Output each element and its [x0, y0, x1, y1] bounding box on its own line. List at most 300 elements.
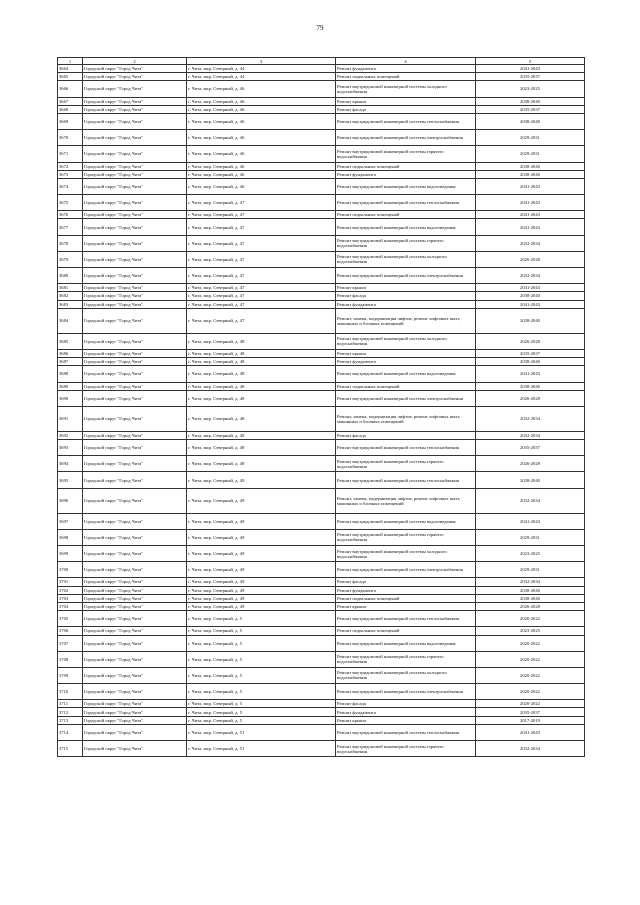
period-cell: 2041-2043: [476, 178, 585, 194]
row-number-cell: 3696: [58, 488, 83, 513]
address-cell: г. Чита, мкр. Северный, д. 49: [187, 546, 336, 562]
table-row: [58, 611, 585, 627]
municipality-cell: Городской округ "Город Чита": [83, 651, 187, 667]
work-type-cell: Ремонт фундамента: [336, 586, 476, 594]
row-number-cell: 3702: [58, 586, 83, 594]
period-cell: 2035-2037: [476, 105, 585, 113]
period-cell: 2038-2040: [476, 113, 585, 129]
row-number-cell: 3664: [58, 65, 83, 73]
period-cell: 2038-2040: [476, 308, 585, 333]
municipality-cell: Городской округ "Город Чита": [83, 488, 187, 513]
column-header: 5: [476, 58, 585, 65]
period-cell: 2038-2040: [476, 358, 585, 366]
municipality-cell: Городской округ "Город Чита": [83, 667, 187, 683]
address-cell: г. Чита, мкр. Северный, д. 49: [187, 488, 336, 513]
period-cell: 2041-2043: [476, 211, 585, 219]
row-number-cell: 3704: [58, 602, 83, 610]
municipality-cell: Городской округ "Город Чита": [83, 73, 187, 81]
table-row: [58, 472, 585, 488]
table-row: [58, 440, 585, 456]
work-type-cell: Ремонт внутридомовой инженерной системы водоотведения: [336, 513, 476, 529]
period-cell: 2026-2028: [476, 456, 585, 472]
address-cell: г. Чита, мкр. Северный, д. 49: [187, 562, 336, 578]
address-cell: г. Чита, мкр. Северный, д. 49: [187, 586, 336, 594]
municipality-cell: Городской округ "Город Чита": [83, 251, 187, 267]
row-number-cell: 3708: [58, 651, 83, 667]
row-number-cell: 3674: [58, 178, 83, 194]
address-cell: г. Чита, мкр. Северный, д. 46: [187, 81, 336, 97]
table-row: [58, 81, 585, 97]
municipality-cell: Городской округ "Город Чита": [83, 333, 187, 349]
period-cell: 2017-2019: [476, 716, 585, 724]
municipality-cell: Городской округ "Город Чита": [83, 635, 187, 651]
table-row: [58, 529, 585, 545]
work-type-cell: Ремонт, замена, модернизация лифтов, ремонт лифтовых шахт, машинных и блочных помещений: [336, 406, 476, 431]
table-row: [58, 708, 585, 716]
work-type-cell: Ремонт внутридомовой инженерной системы теплоснабжения: [336, 472, 476, 488]
work-type-cell: Ремонт внутридомовой инженерной системы холодного водоснабжения: [336, 251, 476, 267]
row-number-cell: 3700: [58, 562, 83, 578]
row-number-cell: 3709: [58, 667, 83, 683]
address-cell: г. Чита, мкр. Северный, д. 46: [187, 178, 336, 194]
address-cell: г. Чита, мкр. Северный, д. 5: [187, 667, 336, 683]
row-number-cell: 3683: [58, 300, 83, 308]
work-type-cell: Ремонт внутридомовой инженерной системы горячего водоснабжения: [336, 741, 476, 757]
table-row: [58, 178, 585, 194]
row-number-cell: 3668: [58, 105, 83, 113]
row-number-cell: 3666: [58, 81, 83, 97]
period-cell: 2035-2037: [476, 708, 585, 716]
period-cell: 2032-2034: [476, 235, 585, 251]
row-number-cell: 3677: [58, 219, 83, 235]
work-type-cell: Ремонт внутридомовой инженерной системы водоотведения: [336, 366, 476, 382]
table-row: [58, 105, 585, 113]
row-number-cell: 3697: [58, 513, 83, 529]
work-type-cell: Ремонт внутридомовой инженерной системы электроснабжения: [336, 562, 476, 578]
row-number-cell: 3671: [58, 146, 83, 162]
column-header: 4: [336, 58, 476, 65]
work-type-cell: Ремонт крыши: [336, 284, 476, 292]
address-cell: г. Чита, мкр. Северный, д. 48: [187, 382, 336, 390]
table-row: [58, 73, 585, 81]
table-row: [58, 162, 585, 170]
row-number-cell: 3680: [58, 268, 83, 284]
work-type-cell: Ремонт внутридомовой инженерной системы горячего водоснабжения: [336, 456, 476, 472]
period-cell: 2029-2031: [476, 562, 585, 578]
work-type-cell: Ремонт фасада: [336, 105, 476, 113]
table-row: [58, 594, 585, 602]
work-type-cell: Ремонт, замена, модернизация лифтов, ремонт лифтовых шахт, машинных и блочных помещений: [336, 308, 476, 333]
table-row: [58, 97, 585, 105]
municipality-cell: Городской округ "Город Чита": [83, 170, 187, 178]
address-cell: г. Чита, мкр. Северный, д. 48: [187, 390, 336, 406]
municipality-cell: Городской округ "Город Чита": [83, 105, 187, 113]
address-cell: г. Чита, мкр. Северный, д. 49: [187, 594, 336, 602]
municipality-cell: Городской округ "Город Чита": [83, 456, 187, 472]
address-cell: г. Чита, мкр. Северный, д. 47: [187, 268, 336, 284]
row-number-cell: 3701: [58, 578, 83, 586]
municipality-cell: Городской округ "Город Чита": [83, 627, 187, 635]
table-row: [58, 308, 585, 333]
row-number-cell: 3684: [58, 308, 83, 333]
row-number-cell: 3714: [58, 724, 83, 740]
municipality-cell: Городской округ "Город Чита": [83, 97, 187, 105]
table-row: [58, 146, 585, 162]
municipality-cell: Городской округ "Город Чита": [83, 578, 187, 586]
row-number-cell: 3686: [58, 349, 83, 357]
table-row: [58, 113, 585, 129]
municipality-cell: Городской округ "Город Чита": [83, 611, 187, 627]
table-row: [58, 195, 585, 211]
work-type-cell: Ремонт внутридомовой инженерной системы электроснабжения: [336, 130, 476, 146]
address-cell: г. Чита, мкр. Северный, д. 46: [187, 170, 336, 178]
work-type-cell: Ремонт подвальных помещений: [336, 627, 476, 635]
work-type-cell: Ремонт внутридомовой инженерной системы теплоснабжения: [336, 724, 476, 740]
period-cell: 2038-2040: [476, 97, 585, 105]
period-cell: 2032-2034: [476, 741, 585, 757]
work-type-cell: Ремонт внутридомовой инженерной системы холодного водоснабжения: [336, 667, 476, 683]
period-cell: 2041-2043: [476, 513, 585, 529]
row-number-cell: 3698: [58, 529, 83, 545]
work-type-cell: Ремонт внутридомовой инженерной системы водоотведения: [336, 635, 476, 651]
address-cell: г. Чита, мкр. Северный, д. 5: [187, 708, 336, 716]
work-type-cell: Ремонт фундамента: [336, 65, 476, 73]
table-row: [58, 724, 585, 740]
municipality-cell: Городской округ "Город Чита": [83, 546, 187, 562]
work-type-cell: Ремонт подвальных помещений: [336, 162, 476, 170]
address-cell: г. Чита, мкр. Северный, д. 47: [187, 235, 336, 251]
period-cell: 2035-2037: [476, 73, 585, 81]
address-cell: г. Чита, мкр. Северный, д. 48: [187, 358, 336, 366]
address-cell: г. Чита, мкр. Северный, д. 46: [187, 162, 336, 170]
column-header: 1: [58, 58, 83, 65]
municipality-cell: Городской округ "Город Чита": [83, 529, 187, 545]
municipality-cell: Городской округ "Город Чита": [83, 162, 187, 170]
row-number-cell: 3695: [58, 472, 83, 488]
address-cell: г. Чита, мкр. Северный, д. 44: [187, 65, 336, 73]
period-cell: 2032-2034: [476, 431, 585, 439]
work-type-cell: Ремонт внутридомовой инженерной системы теплоснабжения: [336, 440, 476, 456]
municipality-cell: Городской округ "Город Чита": [83, 146, 187, 162]
address-cell: г. Чита, мкр. Северный, д. 48: [187, 440, 336, 456]
row-number-cell: 3711: [58, 700, 83, 708]
municipality-cell: Городской округ "Город Чита": [83, 130, 187, 146]
municipality-cell: Городской округ "Город Чита": [83, 708, 187, 716]
table-row: [58, 546, 585, 562]
table-row: [58, 349, 585, 357]
work-type-cell: Ремонт фасада: [336, 431, 476, 439]
work-type-cell: Ремонт подвальных помещений: [336, 382, 476, 390]
municipality-cell: Городской округ "Город Чита": [83, 431, 187, 439]
period-cell: 2038-2040: [476, 472, 585, 488]
period-cell: 2038-2040: [476, 382, 585, 390]
table-row: [58, 390, 585, 406]
work-type-cell: Ремонт фундамента: [336, 358, 476, 366]
table-row: [58, 667, 585, 683]
address-cell: г. Чита, мкр. Северный, д. 5: [187, 684, 336, 700]
period-cell: 2020-2022: [476, 651, 585, 667]
work-type-cell: Ремонт внутридомовой инженерной системы горячего водоснабжения: [336, 235, 476, 251]
period-cell: 2020-2022: [476, 700, 585, 708]
work-type-cell: Ремонт фасада: [336, 292, 476, 300]
municipality-cell: Городской округ "Город Чита": [83, 349, 187, 357]
address-cell: г. Чита, мкр. Северный, д. 47: [187, 300, 336, 308]
work-type-cell: Ремонт внутридомовой инженерной системы горячего водоснабжения: [336, 651, 476, 667]
table-row: [58, 130, 585, 146]
row-number-cell: 3669: [58, 113, 83, 129]
work-type-cell: Ремонт внутридомовой инженерной системы горячего водоснабжения: [336, 146, 476, 162]
municipality-cell: Городской округ "Город Чита": [83, 235, 187, 251]
municipality-cell: Городской округ "Город Чита": [83, 113, 187, 129]
work-type-cell: Ремонт внутридомовой инженерной системы теплоснабжения: [336, 611, 476, 627]
period-cell: 2020-2022: [476, 611, 585, 627]
period-cell: 2041-2043: [476, 195, 585, 211]
table-row: [58, 235, 585, 251]
address-cell: г. Чита, мкр. Северный, д. 5: [187, 635, 336, 651]
municipality-cell: Городской округ "Город Чита": [83, 440, 187, 456]
municipality-cell: Городской округ "Город Чита": [83, 81, 187, 97]
period-cell: 2035-2037: [476, 349, 585, 357]
table-row: [58, 741, 585, 757]
row-number-cell: 3707: [58, 635, 83, 651]
address-cell: г. Чита, мкр. Северный, д. 49: [187, 529, 336, 545]
municipality-cell: Городской округ "Город Чита": [83, 178, 187, 194]
row-number-cell: 3703: [58, 594, 83, 602]
period-cell: 2029-2031: [476, 146, 585, 162]
table-row: [58, 219, 585, 235]
table-row: [58, 284, 585, 292]
municipality-cell: Городской округ "Город Чита": [83, 472, 187, 488]
municipality-cell: Городской округ "Город Чита": [83, 195, 187, 211]
municipality-cell: Городской округ "Город Чита": [83, 602, 187, 610]
row-number-cell: 3712: [58, 708, 83, 716]
work-type-cell: Ремонт внутридомовой инженерной системы водоотведения: [336, 219, 476, 235]
address-cell: г. Чита, мкр. Северный, д. 46: [187, 146, 336, 162]
municipality-cell: Городской округ "Город Чита": [83, 724, 187, 740]
row-number-cell: 3715: [58, 741, 83, 757]
work-type-cell: Ремонт внутридомовой инженерной системы теплоснабжения: [336, 113, 476, 129]
row-number-cell: 3670: [58, 130, 83, 146]
row-number-cell: 3688: [58, 366, 83, 382]
address-cell: г. Чита, мкр. Северный, д. 48: [187, 366, 336, 382]
municipality-cell: Городской округ "Город Чита": [83, 700, 187, 708]
period-cell: 2023-2025: [476, 546, 585, 562]
row-number-cell: 3713: [58, 716, 83, 724]
period-cell: 2023-2025: [476, 627, 585, 635]
period-cell: 2026-2028: [476, 251, 585, 267]
table-row: [58, 251, 585, 267]
row-number-cell: 3672: [58, 162, 83, 170]
municipality-cell: Городской округ "Город Чита": [83, 382, 187, 390]
table-row: [58, 358, 585, 366]
table-row: [58, 602, 585, 610]
work-type-cell: Ремонт внутридомовой инженерной системы горячего водоснабжения: [336, 529, 476, 545]
table-row: [58, 716, 585, 724]
period-cell: 2032-2034: [476, 578, 585, 586]
work-type-cell: Ремонт подвальных помещений: [336, 594, 476, 602]
table-row: [58, 684, 585, 700]
municipality-cell: Городской округ "Город Чита": [83, 406, 187, 431]
period-cell: 2020-2022: [476, 635, 585, 651]
period-cell: 2023-2025: [476, 81, 585, 97]
table-row: [58, 578, 585, 586]
address-cell: г. Чита, мкр. Северный, д. 51: [187, 724, 336, 740]
table-row: [58, 268, 585, 284]
municipality-cell: Городской округ "Город Чита": [83, 716, 187, 724]
address-cell: г. Чита, мкр. Северный, д. 49: [187, 513, 336, 529]
row-number-cell: 3692: [58, 431, 83, 439]
address-cell: г. Чита, мкр. Северный, д. 51: [187, 741, 336, 757]
municipality-cell: Городской округ "Город Чита": [83, 292, 187, 300]
address-cell: г. Чита, мкр. Северный, д. 48: [187, 349, 336, 357]
period-cell: 2041-2043: [476, 219, 585, 235]
period-cell: 2038-2040: [476, 162, 585, 170]
table-row: [58, 586, 585, 594]
table-row: [58, 431, 585, 439]
period-cell: 2038-2040: [476, 594, 585, 602]
table-row: [58, 170, 585, 178]
period-cell: 2041-2043: [476, 65, 585, 73]
period-cell: 2020-2022: [476, 684, 585, 700]
work-type-cell: Ремонт внутридомовой инженерной системы электроснабжения: [336, 268, 476, 284]
work-type-cell: Ремонт крыши: [336, 716, 476, 724]
column-header: 3: [187, 58, 336, 65]
period-cell: 2041-2043: [476, 284, 585, 292]
work-type-cell: Ремонт внутридомовой инженерной системы холодного водоснабжения: [336, 81, 476, 97]
address-cell: г. Чита, мкр. Северный, д. 5: [187, 700, 336, 708]
table-header-row: [58, 58, 585, 65]
address-cell: г. Чита, мкр. Северный, д. 46: [187, 130, 336, 146]
address-cell: г. Чита, мкр. Северный, д. 46: [187, 113, 336, 129]
register-table-body: [58, 58, 585, 757]
municipality-cell: Городской округ "Город Чита": [83, 562, 187, 578]
municipality-cell: Городской округ "Город Чита": [83, 513, 187, 529]
municipality-cell: Городской округ "Город Чита": [83, 219, 187, 235]
page-number: 79: [316, 24, 324, 32]
table-row: [58, 292, 585, 300]
municipality-cell: Городской округ "Город Чита": [83, 390, 187, 406]
municipality-cell: Городской округ "Город Чита": [83, 284, 187, 292]
row-number-cell: 3678: [58, 235, 83, 251]
municipality-cell: Городской округ "Город Чита": [83, 594, 187, 602]
period-cell: 2035-2037: [476, 440, 585, 456]
row-number-cell: 3682: [58, 292, 83, 300]
row-number-cell: 3691: [58, 406, 83, 431]
address-cell: г. Чита, мкр. Северный, д. 48: [187, 431, 336, 439]
work-type-cell: Ремонт внутридомовой инженерной системы электроснабжения: [336, 684, 476, 700]
row-number-cell: 3690: [58, 390, 83, 406]
period-cell: 2032-2034: [476, 268, 585, 284]
period-cell: 2020-2022: [476, 667, 585, 683]
period-cell: 2038-2040: [476, 170, 585, 178]
municipality-cell: Городской округ "Город Чита": [83, 65, 187, 73]
address-cell: г. Чита, мкр. Северный, д. 47: [187, 308, 336, 333]
work-type-cell: Ремонт фасада: [336, 700, 476, 708]
address-cell: г. Чита, мкр. Северный, д. 5: [187, 627, 336, 635]
row-number-cell: 3689: [58, 382, 83, 390]
table-row: [58, 627, 585, 635]
work-type-cell: Ремонт фундамента: [336, 170, 476, 178]
row-number-cell: 3665: [58, 73, 83, 81]
period-cell: 2026-2028: [476, 390, 585, 406]
municipality-cell: Городской округ "Город Чита": [83, 684, 187, 700]
address-cell: г. Чита, мкр. Северный, д. 48: [187, 406, 336, 431]
municipality-cell: Городской округ "Город Чита": [83, 741, 187, 757]
address-cell: г. Чита, мкр. Северный, д. 5: [187, 716, 336, 724]
row-number-cell: 3705: [58, 611, 83, 627]
work-type-cell: Ремонт подвальных помещений: [336, 73, 476, 81]
row-number-cell: 3676: [58, 211, 83, 219]
work-type-cell: Ремонт внутридомовой инженерной системы холодного водоснабжения: [336, 333, 476, 349]
table-row: [58, 382, 585, 390]
table-row: [58, 513, 585, 529]
period-cell: 2038-2040: [476, 586, 585, 594]
row-number-cell: 3679: [58, 251, 83, 267]
municipality-cell: Городской округ "Город Чита": [83, 308, 187, 333]
period-cell: 2029-2031: [476, 130, 585, 146]
address-cell: г. Чита, мкр. Северный, д. 48: [187, 333, 336, 349]
table-row: [58, 366, 585, 382]
municipality-cell: Городской округ "Город Чита": [83, 211, 187, 219]
work-type-cell: Ремонт внутридомовой инженерной системы теплоснабжения: [336, 195, 476, 211]
row-number-cell: 3675: [58, 195, 83, 211]
work-type-cell: Ремонт, замена, модернизация лифтов, ремонт лифтовых шахт, машинных и блочных помещений: [336, 488, 476, 513]
table-row: [58, 333, 585, 349]
period-cell: 2041-2043: [476, 366, 585, 382]
address-cell: г. Чита, мкр. Северный, д. 49: [187, 602, 336, 610]
table-row: [58, 406, 585, 431]
table-row: [58, 65, 585, 73]
table-row: [58, 562, 585, 578]
row-number-cell: 3667: [58, 97, 83, 105]
address-cell: г. Чита, мкр. Северный, д. 46: [187, 105, 336, 113]
work-type-cell: Ремонт крыши: [336, 349, 476, 357]
period-cell: 2032-2034: [476, 406, 585, 431]
period-cell: 2038-2040: [476, 292, 585, 300]
period-cell: 2026-2028: [476, 333, 585, 349]
column-header: 2: [83, 58, 187, 65]
address-cell: г. Чита, мкр. Северный, д. 47: [187, 284, 336, 292]
work-type-cell: Ремонт подвальных помещений: [336, 211, 476, 219]
address-cell: г. Чита, мкр. Северный, д. 47: [187, 292, 336, 300]
row-number-cell: 3681: [58, 284, 83, 292]
work-type-cell: Ремонт внутридомовой инженерной системы электроснабжения: [336, 390, 476, 406]
row-number-cell: 3699: [58, 546, 83, 562]
period-cell: 2032-2034: [476, 488, 585, 513]
municipality-cell: Городской округ "Город Чита": [83, 300, 187, 308]
address-cell: г. Чита, мкр. Северный, д. 47: [187, 251, 336, 267]
work-type-cell: Ремонт крыши: [336, 97, 476, 105]
municipality-cell: Городской округ "Город Чита": [83, 366, 187, 382]
address-cell: г. Чита, мкр. Северный, д. 48: [187, 456, 336, 472]
row-number-cell: 3685: [58, 333, 83, 349]
table-row: [58, 300, 585, 308]
work-type-cell: Ремонт фундамента: [336, 708, 476, 716]
work-type-cell: Ремонт внутридомовой инженерной системы холодного водоснабжения: [336, 546, 476, 562]
table-row: [58, 651, 585, 667]
work-type-cell: Ремонт крыши: [336, 602, 476, 610]
address-cell: г. Чита, мкр. Северный, д. 44: [187, 73, 336, 81]
period-cell: 2029-2031: [476, 529, 585, 545]
work-type-cell: Ремонт внутридомовой инженерной системы водоотведения: [336, 178, 476, 194]
municipality-cell: Городской округ "Город Чита": [83, 358, 187, 366]
table-row: [58, 456, 585, 472]
address-cell: г. Чита, мкр. Северный, д. 47: [187, 211, 336, 219]
address-cell: г. Чита, мкр. Северный, д. 5: [187, 651, 336, 667]
address-cell: г. Чита, мкр. Северный, д. 49: [187, 472, 336, 488]
period-cell: 2041-2043: [476, 724, 585, 740]
period-cell: 2026-2028: [476, 602, 585, 610]
